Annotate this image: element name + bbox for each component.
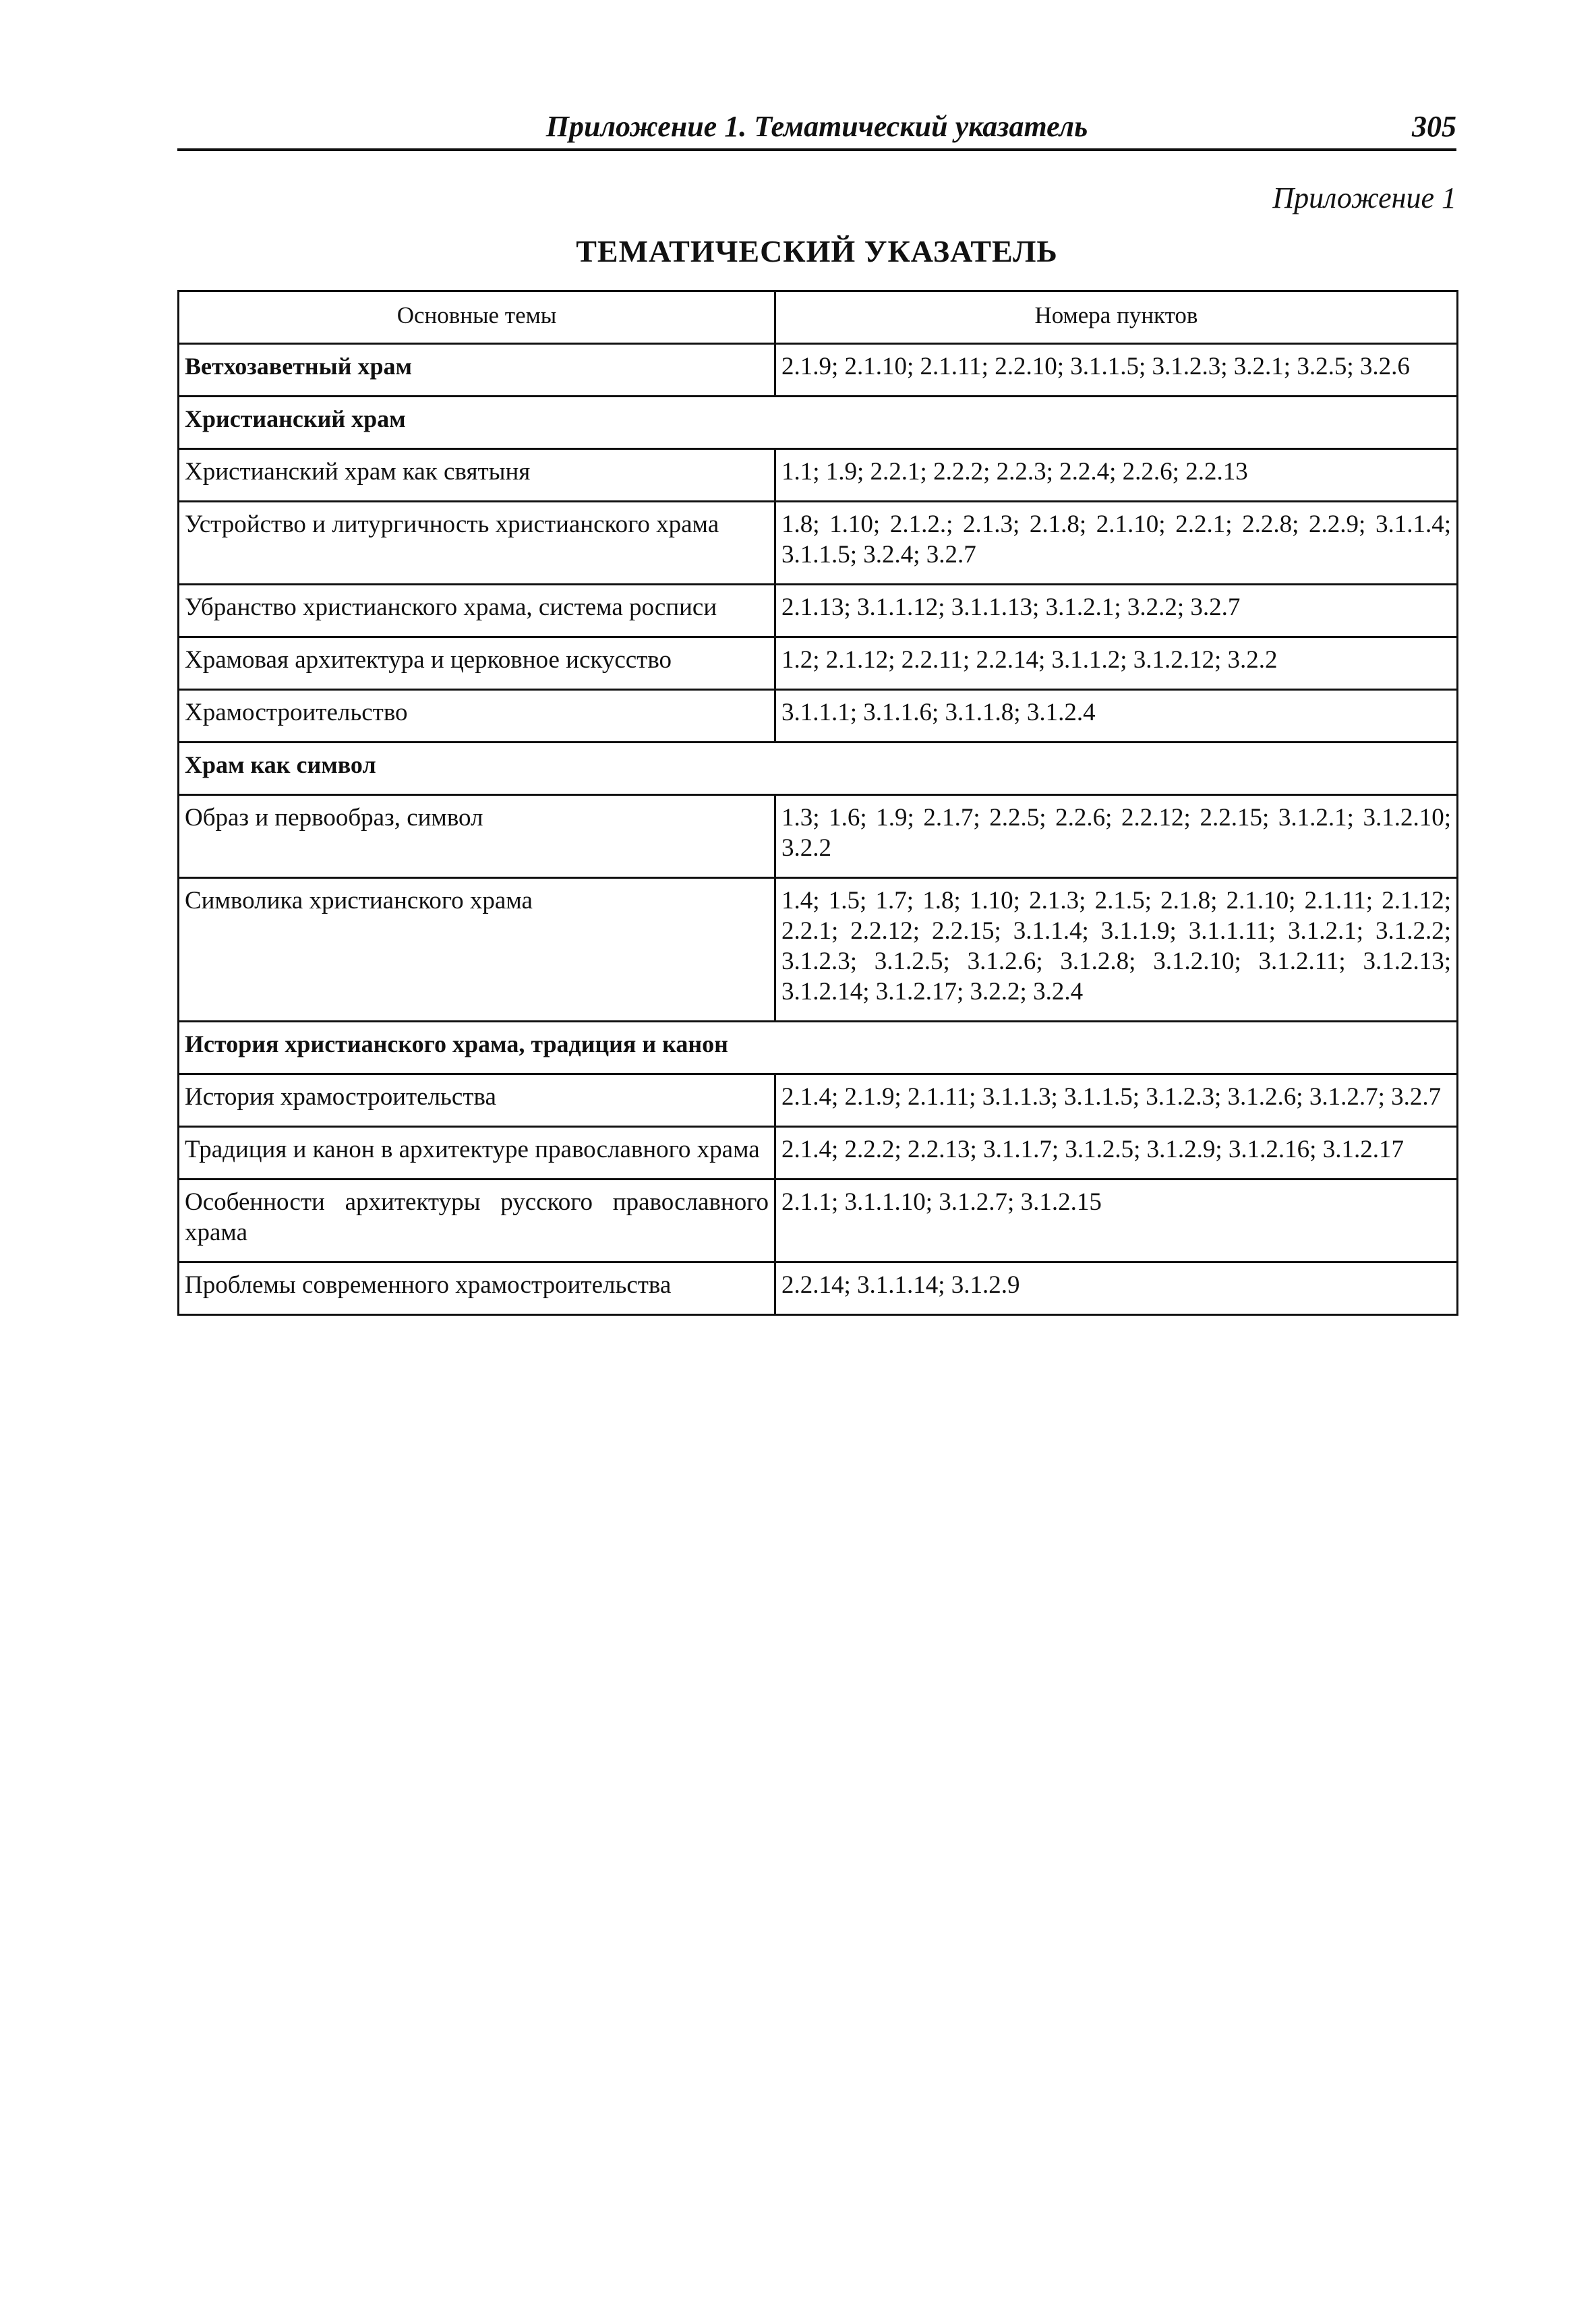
item-numbers-cell: 1.3; 1.6; 1.9; 2.1.7; 2.2.5; 2.2.6; 2.2.12; 2.2.15; 3.1.2.1; 3.1.2.10; 3.2.2 [775,795,1458,878]
page-number: 305 [1412,110,1456,143]
table-row [179,1180,1458,1262]
table-row [179,690,1458,743]
item-numbers-cell: 2.1.4; 2.2.2; 2.2.13; 3.1.1.7; 3.1.2.5; 3.1.2.9; 3.1.2.16; 3.1.2.17 [775,1127,1458,1180]
topic-cell: Ветхозаветный храм [179,344,775,397]
table-row [179,344,1458,397]
item-numbers-cell: 2.1.9; 2.1.10; 2.1.11; 2.2.10; 3.1.1.5; 3.1.2.3; 3.2.1; 3.2.5; 3.2.6 [775,344,1458,397]
table-row [179,637,1458,690]
running-title: Приложение 1. Тематический указатель [545,110,1088,143]
topic-cell: История храмостроительства [179,1074,775,1127]
section-row [179,397,1458,449]
item-numbers-cell: 1.8; 1.10; 2.1.2.; 2.1.3; 2.1.8; 2.1.10; 2.2.1; 2.2.8; 2.2.9; 3.1.1.4; 3.1.1.5; 3.2.4; 3.2.7 [775,502,1458,585]
page-title: ТЕМАТИЧЕСКИЙ УКАЗАТЕЛЬ [576,234,1058,268]
topic-cell: Символика христианского храма [179,878,775,1022]
topic-cell: Храмостроительство [179,690,775,743]
topic-cell: Убранство христианского храма, система росписи [179,585,775,637]
table-row [179,878,1458,1022]
table-row [179,585,1458,637]
section-row [179,1022,1458,1074]
section-heading: История христианского храма, традиция и канон [179,1022,1458,1074]
table-row [179,502,1458,585]
topic-cell: Храмовая архитектура и церковное искусство [179,637,775,690]
section-heading: Храм как символ [179,743,1458,795]
item-numbers-cell: 2.1.13; 3.1.1.12; 3.1.1.13; 3.1.2.1; 3.2.2; 3.2.7 [775,585,1458,637]
column-header-topics: Основные темы [179,291,775,344]
table-row [179,795,1458,878]
topic-cell: Устройство и литургичность христианского храма [179,502,775,585]
thematic-index-table [177,290,1458,1316]
appendix-label: Приложение 1 [1272,181,1456,214]
topic-cell: Образ и первообраз, символ [179,795,775,878]
item-numbers-cell: 2.2.14; 3.1.1.14; 3.1.2.9 [775,1262,1458,1315]
table-row [179,449,1458,502]
table-body [179,344,1458,1315]
table-row [179,1127,1458,1180]
section-row [179,743,1458,795]
section-heading: Христианский храм [179,397,1458,449]
item-numbers-cell: 1.1; 1.9; 2.2.1; 2.2.2; 2.2.3; 2.2.4; 2.2.6; 2.2.13 [775,449,1458,502]
item-numbers-cell: 2.1.1; 3.1.1.10; 3.1.2.7; 3.1.2.15 [775,1180,1458,1262]
topic-cell: Особенности архитектуры русского православного храма [179,1180,775,1262]
topic-cell: Христианский храм как святыня [179,449,775,502]
item-numbers-cell: 1.2; 2.1.12; 2.2.11; 2.2.14; 3.1.1.2; 3.1.2.12; 3.2.2 [775,637,1458,690]
topic-cell: Проблемы современного храмостроительства [179,1262,775,1315]
item-numbers-cell: 2.1.4; 2.1.9; 2.1.11; 3.1.1.3; 3.1.1.5; 3.1.2.3; 3.1.2.6; 3.1.2.7; 3.2.7 [775,1074,1458,1127]
table-row [179,1074,1458,1127]
column-header-numbers: Номера пунктов [775,291,1458,344]
item-numbers-cell: 1.4; 1.5; 1.7; 1.8; 1.10; 2.1.3; 2.1.5; 2.1.8; 2.1.10; 2.1.11; 2.1.12; 2.2.1; 2.2.12; 2.2.15; 3.1.1.4; 3.1.1.9; 3.1.1.11; 3.1.2.1; 3.1.2.2; 3.1.2.3; 3.1.2.5; 3.1.2.6; 3.1.2.8; 3.1.2.10; 3.1.2.11; 3.1.2.13; 3.1.2.14; 3.1.2.17; 3.2.2; 3.2.4 [775,878,1458,1022]
table-row [179,1262,1458,1315]
table-header-row [179,291,1458,344]
running-header [177,107,1456,151]
item-numbers-cell: 3.1.1.1; 3.1.1.6; 3.1.1.8; 3.1.2.4 [775,690,1458,743]
topic-cell: Традиция и канон в архитектуре православного храма [179,1127,775,1180]
